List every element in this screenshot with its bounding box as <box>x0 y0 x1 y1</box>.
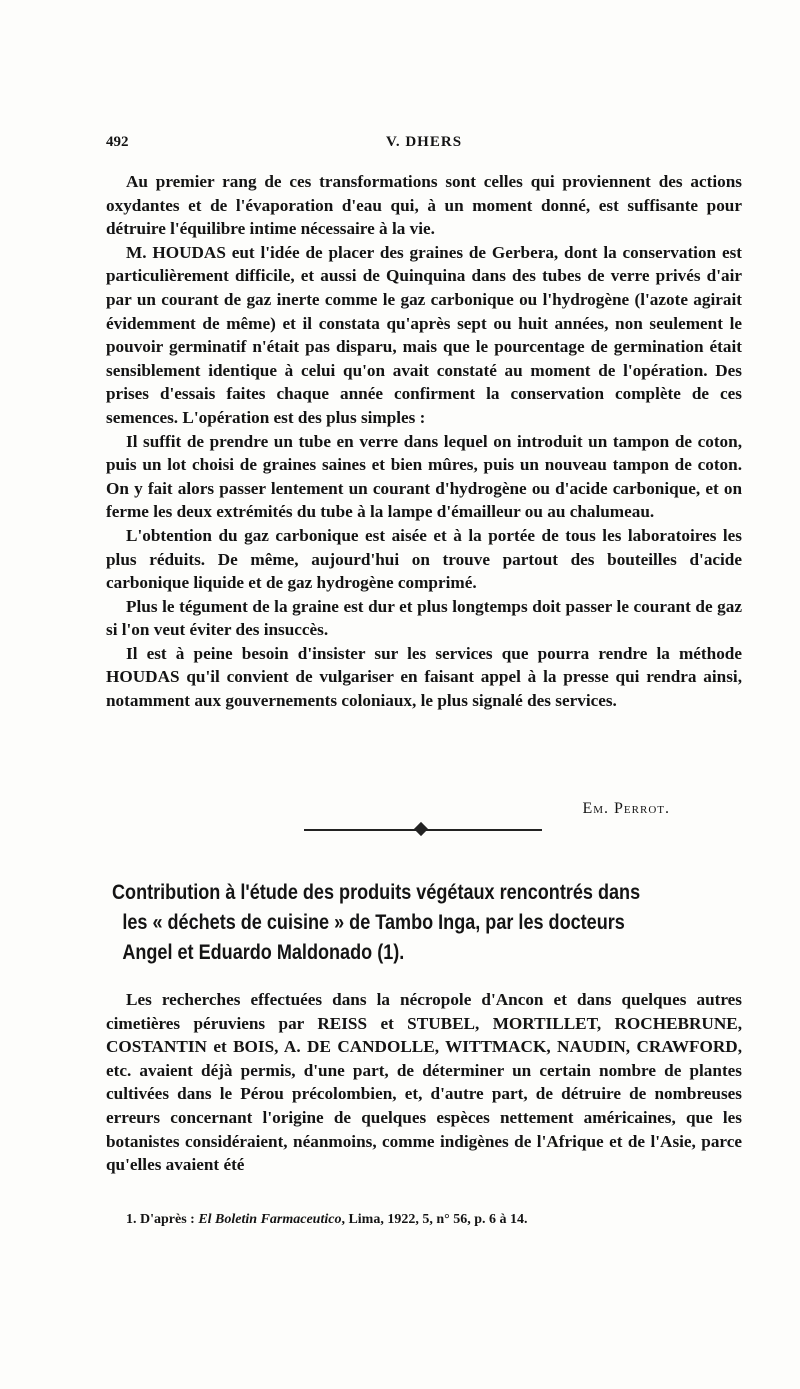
article-title <box>112 878 744 968</box>
title-line-1: Contribution à l'étude des produits végétaux rencontrés dans <box>112 881 641 904</box>
running-title: V. DHERS <box>385 134 463 150</box>
footnote-number: 1. <box>126 1212 137 1227</box>
footnote-prefix: D'après : <box>140 1212 195 1227</box>
paragraph: L'obtention du gaz carbonique est aisée et à la portée de tous les laboratoires les plus réduits. De même, aujourd'hui on trouve partout des bouteilles d'acide carbonique liquide et de gaz hydrogène comprimé. <box>106 525 742 593</box>
page-number: 492 <box>106 134 129 150</box>
paragraph: Il suffit de prendre un tube en verre dans lequel on introduit un tampon de coton, puis un lot choisi de graines saines et bien mûres, puis un nouveau tampon de coton. On y fait alors passer lentement un courant d'hydrogène ou d'acide carbonique, et on ferme les deux extrémités du tube à la lampe d'émailleur ou au chalumeau. <box>106 431 742 522</box>
signature: Em. Perrot. <box>582 800 670 817</box>
footnote-journal: El Boletin Farmaceutico <box>198 1212 342 1227</box>
title-line-3 <box>112 938 744 968</box>
paragraph: Les recherches effectuées dans la nécropole d'Ancon et dans quelques autres cimetières péruviens par REISS et STUBEL, MORTILLET, ROCHEBRUNE, COSTANTIN et BOIS, A. DE CANDOLLE, WITTMACK, NAUDIN, CRAWFORD, etc. avaient déjà permis, d'une part, de déterminer un certain nombre de plantes cultivées dans le Pérou précolombien, et, d'autre part, de détruire de nombreuses erreurs concernant l'origine de quelques espèces nettement américaines, que les botanistes considéraient, néanmoins, comme indigènes de l'Afrique et de l'Asie, parce qu'elles avaient été <box>106 990 742 1175</box>
paragraph: Il est à peine besoin d'insister sur les services que pourra rendre la méthode HOUDAS qu'il convient de vulgariser en faisant appel à la presse qui rendra ainsi, notamment aux gouvernements coloniaux, le plus signalé des services. <box>106 643 742 711</box>
diamond-ornament-icon <box>414 822 428 836</box>
footnote <box>126 1212 528 1228</box>
paragraph: Au premier rang de ces transformations sont celles qui proviennent des actions oxydantes et de l'évaporation d'eau qui, à un moment donné, est suffisante pour détruire l'équilibre intime nécessaire à la vie. <box>106 172 742 239</box>
paragraph: M. HOUDAS eut l'idée de placer des graines de Gerbera, dont la conservation est particulièrement difficile, et aussi de Quinquina dans des tubes de verre privés d'air par un courant de gaz inerte comme le gaz carbonique ou l'hydrogène (l'azote agirait évidemment de même) et il constata qu'après sept ou huit années, non seulement le pouvoir germinatif n'était pas disparu, mais que le pourcentage de germination était sensiblement identique à celui qu'on avait constaté au moment de l'opération. Des prises d'essais faites chaque année confirment la conservation complète de ces semences. L'opération est des plus simples : <box>106 242 742 427</box>
title-line-3-text: Angel et Eduardo Maldonado <box>122 941 373 964</box>
title-line-2: les « déchets de cuisine » de Tambo Inga, par les docteurs <box>122 911 625 934</box>
article2-body <box>106 988 742 1177</box>
article1-body <box>106 170 742 713</box>
footnote-rest: , Lima, 1922, 5, n° 56, p. 6 à 14. <box>341 1212 528 1227</box>
running-header <box>106 134 742 158</box>
footnote-mark: (1). <box>377 941 405 964</box>
paragraph: Plus le tégument de la graine est dur et plus longtemps doit passer le courant de gaz si l'on veut éviter des insuccès. <box>106 596 742 640</box>
page <box>106 0 742 1389</box>
